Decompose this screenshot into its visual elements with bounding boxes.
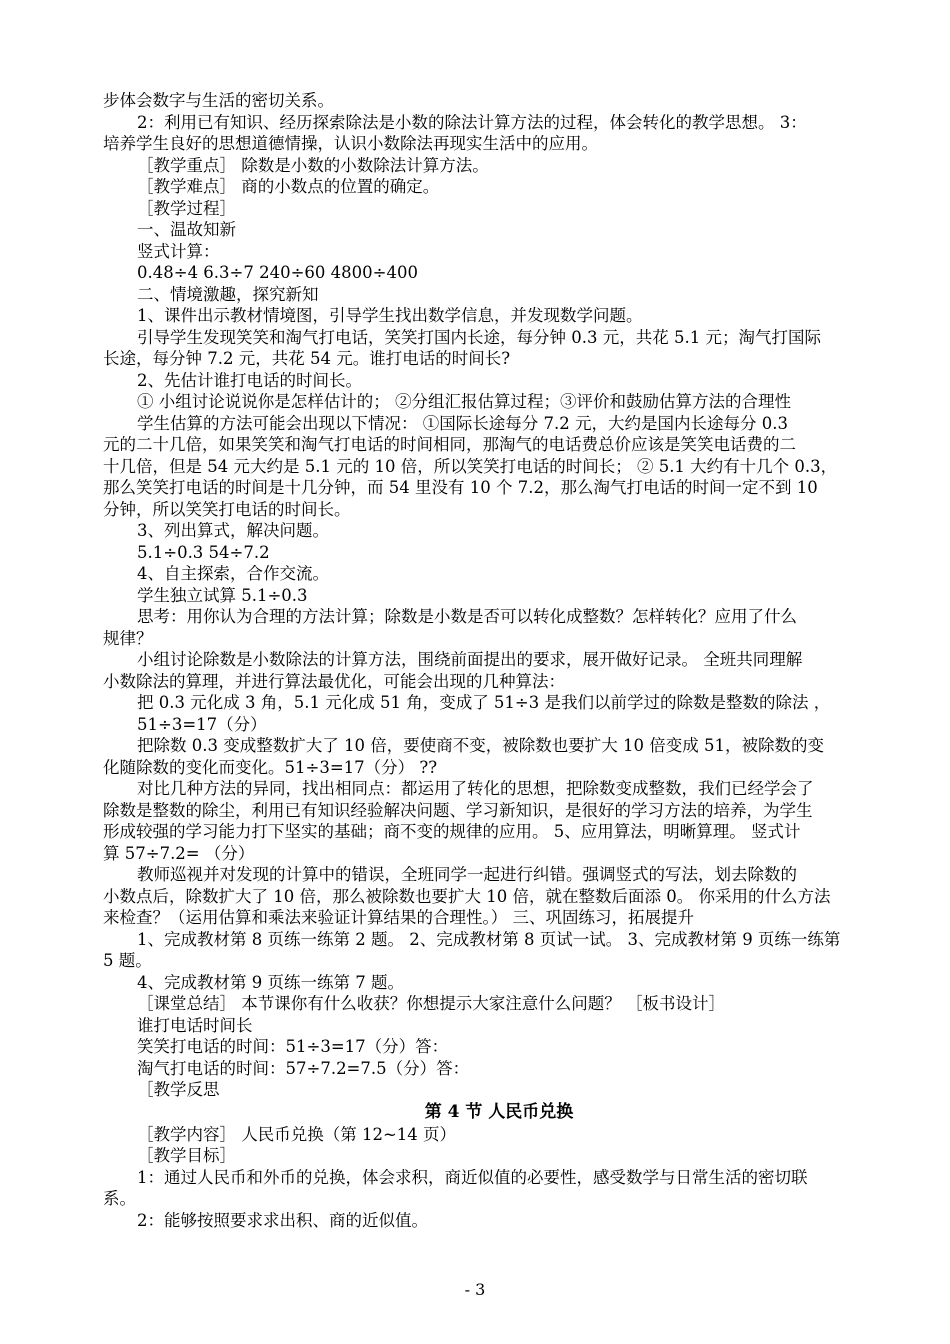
text-line: 1：通过人民币和外币的兑换，体会求积，商近似值的必要性，感受数学与日常生活的密切联 (137, 1167, 808, 1187)
text-line: 5.1÷0.3 54÷7.2 (137, 542, 270, 562)
text-line: 3、列出算式，解决问题。 (137, 521, 329, 540)
text-line: 把 0.3 元化成 3 角，5.1 元化成 51 角，变成了 51÷3 是我们以前学过的除数是整数的除法 ， (137, 693, 831, 712)
text-line: 4、自主探索，合作交流。 (137, 564, 329, 583)
text-line: ［教学过程］ (137, 198, 236, 218)
text-line: 1、课件出示教材情境图，引导学生找出数学信息，并发现数学问题。 (137, 306, 643, 325)
text-line: 2、先估计谁打电话的时间长。 (137, 370, 362, 390)
text-line: 引导学生发现笑笑和淘气打电话，笑笑打国内长途，每分钟 0.3 元，共花 5.1 元；淘气打国际 (137, 327, 821, 347)
text-line: 谁打电话时间长 (137, 1015, 253, 1035)
text-line: 1、完成教材第 8 页练一练第 2 题。 2、完成教材第 8 页试一试。 3、完成教材第 9 页练一练第 (137, 929, 841, 949)
text-line: 形成较强的学习能力打下坚实的基础；商不变的规律的应用。 5、应用算法，明晰算理。 竖式计 (103, 822, 801, 841)
text-line: 小组讨论除数是小数除法的计算方法，围绕前面提出的要求，展开做好记录。 全班共同理解 (137, 650, 803, 669)
text-line: 淘气打电话的时间：57÷7.2=7.5（分）答： (137, 1058, 470, 1078)
text-line: 51÷3=17（分） (137, 714, 267, 734)
text-line: 二、情境激趣，探究新知 (137, 284, 319, 304)
paragraph-block-top (103, 90, 895, 1101)
text-line: 除数是整数的除尘，利用已有知识经验解决问题、学习新知识，是很好的学习方法的培养，为学生 (103, 800, 813, 820)
text-line: 2：利用已有知识、经历探索除法是小数的除法计算方法的过程，体会转化的教学思想。 3： (137, 112, 807, 132)
page-number: - 3 (464, 1280, 486, 1299)
text-line: ［教学目标］ (137, 1146, 236, 1165)
text-line: 步体会数字与生活的密切关系。 (103, 91, 334, 110)
text-line: 分钟，所以笑笑打电话的时间长。 (103, 499, 351, 519)
text-line: ① 小组讨论说说你是怎样估计的； ②分组汇报估算过程；③评价和鼓励估算方法的合理性 (137, 392, 791, 411)
text-line: ［课堂总结］ 本节课你有什么收获？你想提示大家注意什么问题？ ［板书设计］ (137, 994, 725, 1013)
text-line: 十几倍，但是 54 元大约是 5.1 元的 10 倍，所以笑笑打电话的时间长； ② 5.1 大约有十几个 0.3， (103, 456, 838, 476)
text-line: ［教学内容］ 人民币兑换（第 12~14 页） (137, 1124, 457, 1144)
text-line: 小数除法的算理，并进行算法最优化，可能会出现的几种算法： (103, 671, 565, 691)
text-line: 元的二十几倍，如果笑笑和淘气打电话的时间相同，那淘气的电话费总价应该是笑笑电话费的二 (103, 435, 796, 454)
text-line: 一、温故知新 (137, 220, 236, 239)
text-line: 规律？ (103, 628, 153, 648)
text-line: 5 题。 (103, 951, 152, 970)
text-line: 长途，每分钟 7.2 元，共花 54 元。谁打电话的时间长? (103, 349, 511, 368)
text-line: 教师巡视并对发现的计算中的错误，全班同学一起进行纠错。强调竖式的写法，划去除数的 (137, 865, 797, 884)
text-line: 小数点后，除数扩大了 10 倍，那么被除数也要扩大 10 倍，就在整数后面添 0。 你采用的什么方法 (103, 886, 831, 906)
text-line: 对比几种方法的异同，找出相同点：都运用了转化的思想，把除数变成整数，我们已经学会了 (137, 779, 814, 798)
text-line: 化随除数的变化而变化。51÷3=17（分） ?? (103, 757, 438, 777)
text-line: 那么笑笑打电话的时间是十几分钟，而 54 里没有 10 个 7.2，那么淘气打电话的时间一定不到 10 (103, 478, 818, 497)
text-line: 0.48÷4 6.3÷7 240÷60 4800÷400 (137, 263, 418, 282)
text-line: 思考：用你认为合理的方法计算；除数是小数是否可以转化成整数？怎样转化？应用了什么 (137, 607, 797, 626)
text-line: 算 57÷7.2= （分） (103, 843, 255, 863)
text-line: 把除数 0.3 变成整数扩大了 10 倍，要使商不变，被除数也要扩大 10 倍变成 51，被除数的变 (137, 736, 824, 755)
text-line: 系。 (103, 1189, 136, 1208)
text-line: 竖式计算： (137, 241, 220, 261)
text-line: 4、完成教材第 9 页练一练第 7 题。 (137, 972, 404, 992)
paragraph-block-bottom (103, 1124, 895, 1232)
text-line: ［教学重点］ 除数是小数的小数除法计算方法。 (137, 155, 489, 175)
text-line: 笑笑打电话的时间：51÷3=17（分）答： (137, 1037, 449, 1056)
text-line: 2：能够按照要求求出积、商的近似值。 (137, 1210, 428, 1230)
section-title: 第 4 节 人民币兑换 (424, 1101, 574, 1122)
text-line: 来检查？（运用估算和乘法来验证计算结果的合理性。） 三、巩固练习，拓展提升 (103, 908, 694, 927)
document-body (103, 90, 895, 1231)
text-line: 学生估算的方法可能会出现以下情况： ①国际长途每分 7.2 元，大约是国内长途每分 0.3 (137, 413, 788, 433)
text-line: ［教学反思 (137, 1080, 220, 1099)
text-line: 培养学生良好的思想道德情操，认识小数除法再现实生活中的应用。 (103, 134, 598, 153)
text-line: 学生独立试算 5.1÷0.3 (137, 585, 308, 605)
text-line: ［教学难点］ 商的小数点的位置的确定。 (137, 177, 440, 196)
